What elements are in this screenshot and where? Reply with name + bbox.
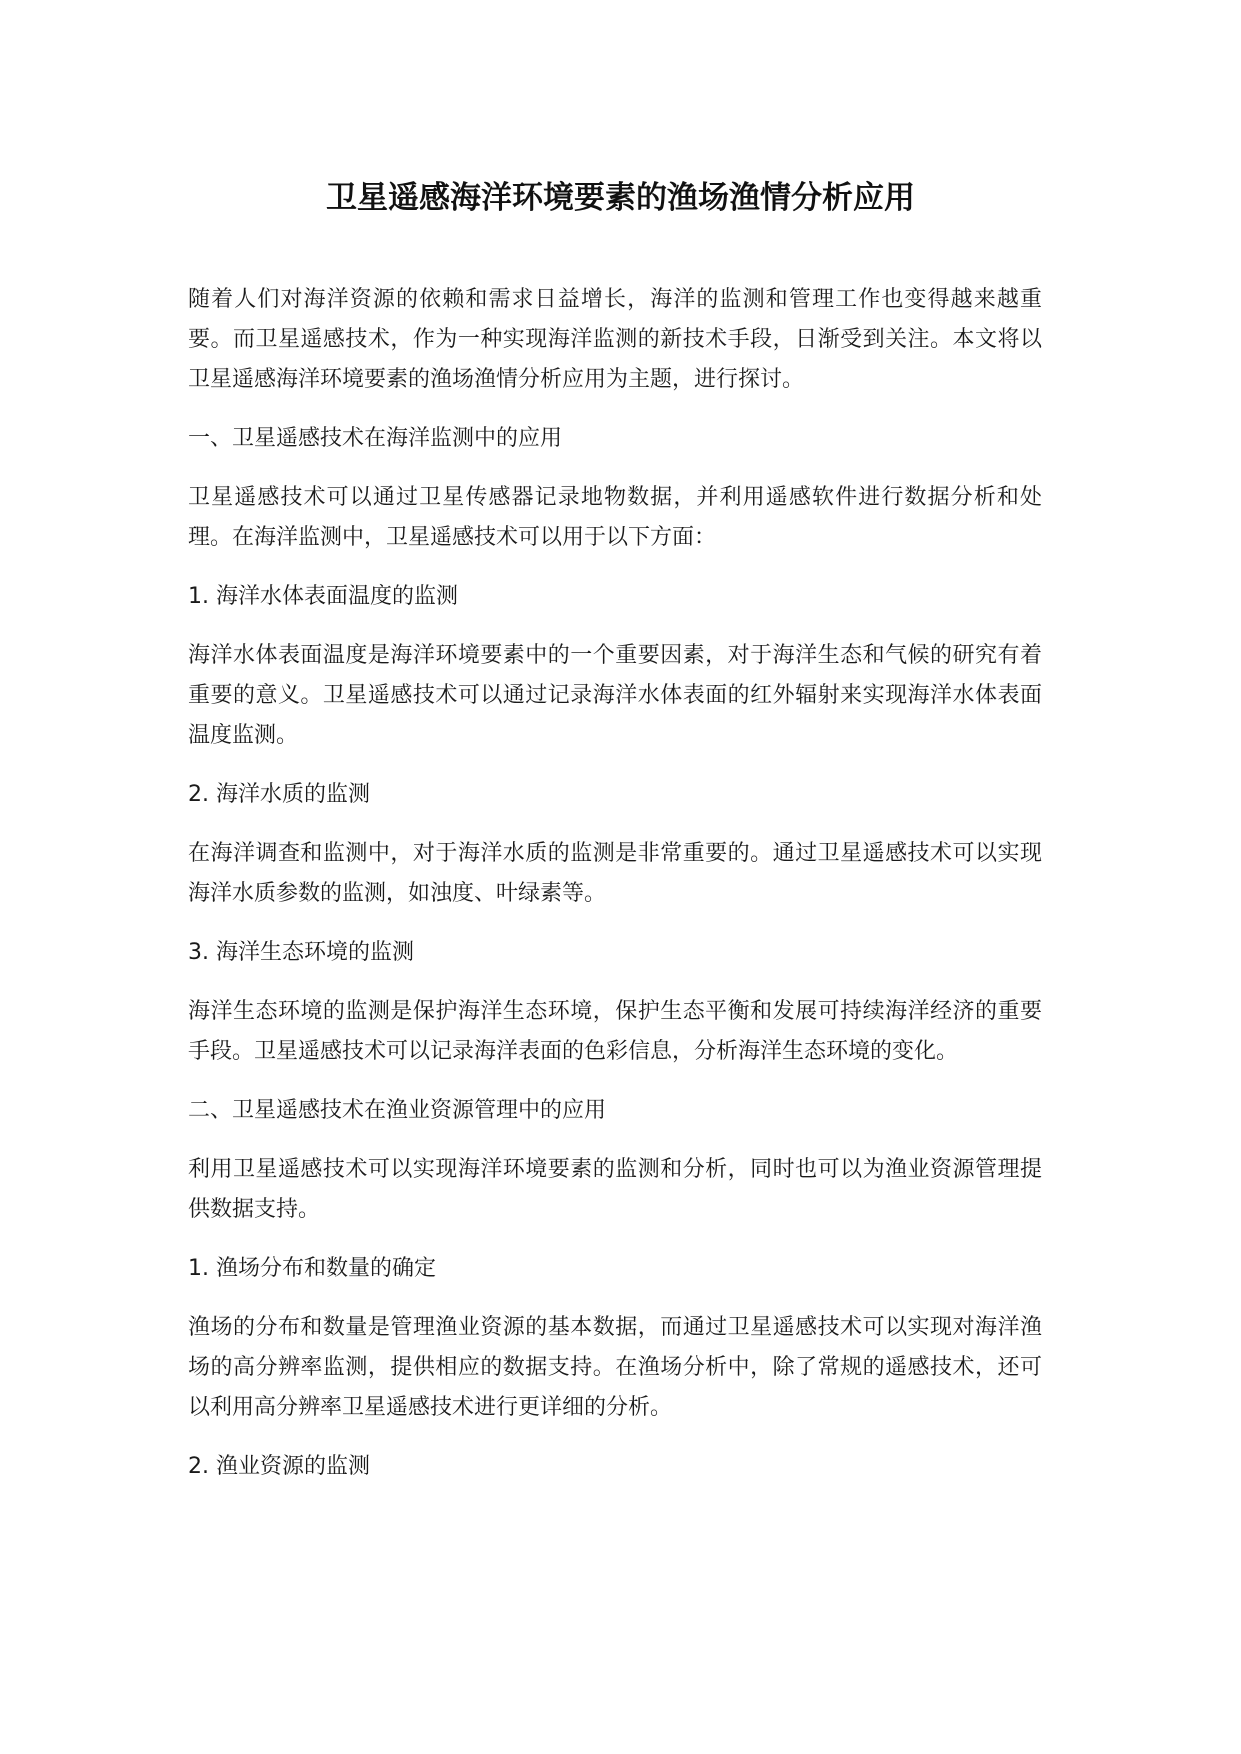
subsection-heading-2-1: 1. 渔场分布和数量的确定: [188, 1256, 436, 1281]
document-title: 卫星遥感海洋环境要素的渔场渔情分析应用: [326, 180, 915, 216]
subsection-1-1-paragraph: 海洋水体表面温度是海洋环境要素中的一个重要因素，对于海洋生态和气候的研究有着重要的意义。卫星遥感技术可以通过记录海洋水体表面的红外辐射来实现海洋水体表面温度监测。: [188, 643, 1042, 748]
subsection-1-2-paragraph: 在海洋调查和监测中，对于海洋水质的监测是非常重要的。通过卫星遥感技术可以实现海洋水质参数的监测，如浊度、叶绿素等。: [188, 841, 1042, 906]
subsection-1-3-paragraph: 海洋生态环境的监测是保护海洋生态环境，保护生态平衡和发展可持续海洋经济的重要手段。卫星遥感技术可以记录海洋表面的色彩信息，分析海洋生态环境的变化。: [188, 999, 1042, 1064]
section-heading-2: 二、卫星遥感技术在渔业资源管理中的应用: [188, 1098, 607, 1123]
subsection-heading-2-2: 2. 渔业资源的监测: [188, 1454, 370, 1479]
subsection-heading-1-1: 1. 海洋水体表面温度的监测: [188, 584, 458, 609]
section-1-paragraph: 卫星遥感技术可以通过卫星传感器记录地物数据，并利用遥感软件进行数据分析和处理。在海洋监测中，卫星遥感技术可以用于以下方面：: [188, 485, 1042, 550]
subsection-2-1-paragraph: 渔场的分布和数量是管理渔业资源的基本数据，而通过卫星遥感技术可以实现对海洋渔场的高分辨率监测，提供相应的数据支持。在渔场分析中，除了常规的遥感技术，还可以利用高分辨率卫星遥感技术进行更详细的分析。: [188, 1315, 1042, 1420]
intro-paragraph: 随着人们对海洋资源的依赖和需求日益增长，海洋的监测和管理工作也变得越来越重要。而卫星遥感技术，作为一种实现海洋监测的新技术手段，日渐受到关注。本文将以卫星遥感海洋环境要素的渔场渔情分析应用为主题，进行探讨。: [188, 287, 1042, 392]
section-heading-1: 一、卫星遥感技术在海洋监测中的应用: [188, 426, 563, 451]
section-2-paragraph: 利用卫星遥感技术可以实现海洋环境要素的监测和分析，同时也可以为渔业资源管理提供数据支持。: [188, 1157, 1042, 1222]
subsection-heading-1-2: 2. 海洋水质的监测: [188, 782, 370, 807]
document-body: [188, 280, 1042, 1506]
subsection-heading-1-3: 3. 海洋生态环境的监测: [188, 940, 414, 965]
